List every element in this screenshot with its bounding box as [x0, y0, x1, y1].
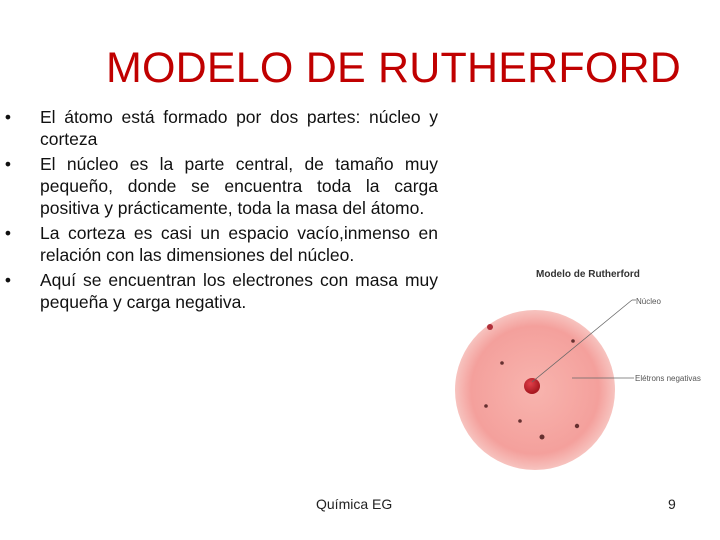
- bullet-text: Aquí se encuentran los electrones con masa muy pequeña y carga negativa.: [40, 270, 438, 312]
- bullet-item: [4, 269, 438, 313]
- electron: [500, 361, 504, 365]
- nucleus-label: Núcleo: [636, 297, 661, 306]
- bullet-dot-icon: •: [4, 154, 12, 174]
- nucleus: [524, 378, 540, 394]
- bullet-list: [4, 106, 438, 316]
- bullet-item: [4, 222, 438, 266]
- bullet-text: El núcleo es la parte central, de tamaño muy pequeño, donde se encuentra toda la carga positiva y prácticamente, toda la masa del átomo.: [40, 154, 438, 218]
- electron: [540, 435, 545, 440]
- bullet-text: La corteza es casi un espacio vacío,inmenso en relación con las dimensiones del núcleo.: [40, 223, 438, 265]
- electron: [484, 404, 488, 408]
- atom-diagram: [450, 250, 720, 480]
- bullet-dot-icon: •: [4, 270, 12, 290]
- page-number: 9: [668, 496, 676, 512]
- electron: [518, 419, 522, 423]
- figure-caption: Modelo de Rutherford: [536, 269, 640, 280]
- electron: [571, 339, 575, 343]
- rutherford-model-figure: [450, 250, 720, 480]
- electron: [575, 424, 579, 428]
- bullet-text: El átomo está formado por dos partes: núcleo y corteza: [40, 107, 438, 149]
- electron: [487, 324, 493, 330]
- bullet-dot-icon: •: [4, 107, 12, 127]
- slide-title: MODELO DE RUTHERFORD: [106, 44, 681, 92]
- footer-text: Química EG: [316, 496, 393, 512]
- bullet-dot-icon: •: [4, 223, 12, 243]
- electrons-label: Elétrons negativas: [635, 374, 701, 383]
- bullet-item: [4, 106, 438, 150]
- bullet-item: [4, 153, 438, 219]
